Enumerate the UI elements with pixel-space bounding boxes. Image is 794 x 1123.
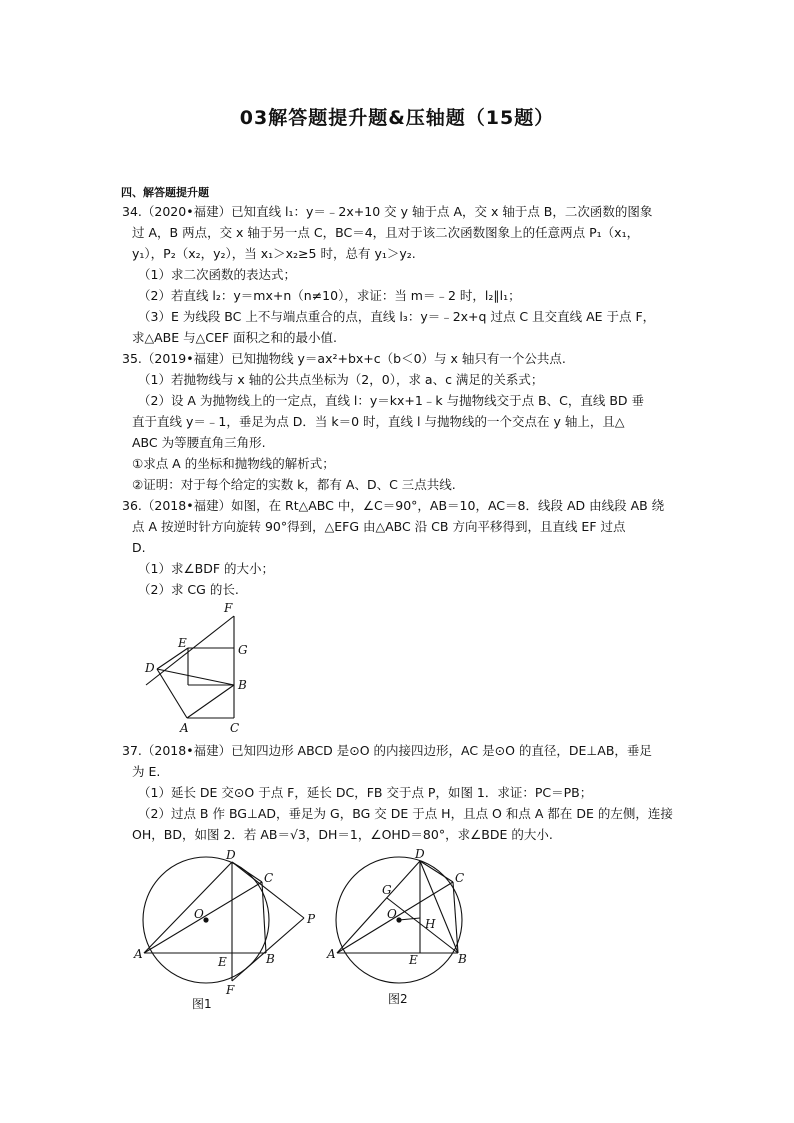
q37-figure-2 [327, 846, 477, 996]
q34-line: 34.（2020•福建）已知直线 l₁：y＝﹣2x+10 交 y 轴于点 A，交 x 轴于点 B，二次函数的图象 [122, 204, 653, 219]
fig2-line-oh [399, 918, 420, 920]
q37-line: OH，BD，如图 2．若 AB＝√3，DH＝1，∠OHD＝80°，求∠BDE 的大小. [132, 827, 553, 842]
figure-2-caption: 图2 [388, 992, 408, 1006]
fig1-label-f: F [226, 983, 235, 997]
fig36-label-b: B [238, 678, 247, 692]
fig36-label-d: D [145, 661, 155, 675]
q37-line: （2）过点 B 作 BG⊥AD，垂足为 G，BG 交 DE 于点 H，且点 O 和点 A 都在 DE 的左侧，连接 [138, 806, 673, 821]
q36-line: 点 A 按逆时针方向旋转 90°得到，△EFG 由△ABC 沿 CB 方向平移得到，且直线 EF 过点 [132, 519, 626, 534]
fig2-label-o: O [387, 907, 397, 921]
fig1-label-d: D [226, 848, 236, 862]
fig36-label-e: E [178, 636, 187, 650]
fig2-line-db [420, 861, 458, 953]
fig2-label-g: G [382, 883, 392, 897]
q34-line: y₁），P₂（x₂，y₂），当 x₁＞x₂≥5 时，总有 y₁＞y₂. [132, 246, 416, 261]
q36-line: D. [132, 540, 146, 555]
page-title: 03解答题提升题&压轴题（15题） [239, 107, 555, 129]
fig36-label-a: A [180, 721, 189, 735]
fig36-line-ab [187, 685, 234, 718]
q35-line: ①求点 A 的坐标和抛物线的解析式； [132, 456, 335, 471]
fig36-line-da [157, 669, 187, 718]
q37-line: （1）延长 DE 交⊙O 于点 F，延长 DC，FB 交于点 P，如图 1．求证：PC＝PB； [138, 785, 593, 800]
fig1-label-p: P [307, 912, 316, 926]
q36-figure [130, 596, 270, 740]
fig36-line-db [157, 669, 234, 685]
q35-line: 35.（2019•福建）已知抛物线 y＝ax²+bx+c（b＜0）与 x 轴只有一个公共点. [122, 351, 566, 366]
q34-line: 求△ABE 与△CEF 面积之和的最小值. [132, 330, 337, 345]
q35-line: （2）设 A 为抛物线上的一定点，直线 l：y＝kx+1﹣k 与抛物线交于点 B、C，直线 BD 垂 [138, 393, 644, 408]
fig36-label-f: F [224, 601, 233, 615]
fig1-label-o: O [194, 907, 204, 921]
q36-line: （1）求∠BDF 的大小； [138, 561, 275, 576]
q34-line: 过 A，B 两点，交 x 轴于另一点 C，BC＝4，且对于该二次函数图象上的任意两点 P₁（x₁， [132, 225, 640, 240]
fig2-line-gb [387, 898, 458, 953]
fig36-line-df [146, 616, 234, 685]
fig1-label-c: C [264, 871, 274, 885]
figure-1-caption: 图1 [192, 997, 212, 1011]
q34-line: （2）若直线 l₂：y＝mx+n（n≠10），求证：当 m＝﹣2 时，l₂∥l₁； [138, 288, 521, 303]
q37-line: 37.（2018•福建）已知四边形 ABCD 是⊙O 的内接四边形，AC 是⊙O 的直径，DE⊥AB，垂足 [122, 743, 652, 758]
fig2-center-dot [396, 917, 401, 922]
fig2-line-dc [420, 861, 453, 882]
fig1-line-cb [262, 882, 266, 953]
fig1-line-dc [232, 862, 262, 882]
fig1-label-e: E [218, 955, 227, 969]
q35-line: ②证明：对于每个给定的实数 k，都有 A、D、C 三点共线. [132, 477, 456, 492]
q35-line: 直于直线 y＝﹣1，垂足为点 D．当 k＝0 时，直线 l 与抛物线的一个交点在 y 轴上，且△ [132, 414, 625, 429]
q34-line: （3）E 为线段 BC 上不与端点重合的点，直线 l₃：y＝﹣2x+q 过点 C 且交直线 AE 于点 F， [138, 309, 656, 324]
q37-line: 为 E. [132, 764, 161, 779]
fig2-label-e: E [409, 953, 418, 967]
fig2-label-a: A [327, 947, 336, 961]
section-heading: 四、解答题提升题 [121, 186, 209, 199]
q34-line: （1）求二次函数的表达式； [138, 267, 296, 282]
fig2-line-ad [337, 861, 420, 953]
fig1-center-dot [203, 917, 208, 922]
fig1-line-fp [232, 918, 304, 981]
fig2-label-d: D [415, 847, 425, 861]
q37-figure-1 [134, 846, 334, 1001]
fig36-line-de [157, 648, 188, 669]
q35-line: ABC 为等腰直角三角形. [132, 435, 266, 450]
q36-line: 36.（2018•福建）如图，在 Rt△ABC 中，∠C＝90°，AB＝10，AC＝8．线段 AD 由线段 AB 绕 [122, 498, 665, 513]
fig36-label-g: G [238, 643, 248, 657]
fig2-label-h: H [425, 917, 436, 931]
q35-line: （1）若抛物线与 x 轴的公共点坐标为（2，0），求 a、c 满足的关系式； [138, 372, 544, 387]
fig2-label-b: B [458, 952, 467, 966]
q36-line: （2）求 CG 的长. [138, 582, 239, 597]
fig1-label-a: A [134, 947, 143, 961]
fig2-label-c: C [455, 871, 465, 885]
fig1-label-b: B [266, 952, 275, 966]
fig36-label-c: C [230, 721, 240, 735]
